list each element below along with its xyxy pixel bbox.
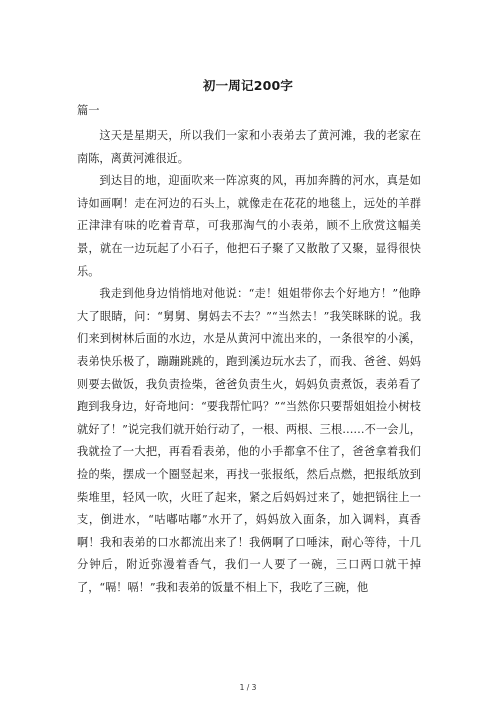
paragraph: 我走到他身边悄悄地对他说：“走！姐姐带你去个好地方！”他睁大了眼睛，问：“舅舅、舅妈去不去？”“当然去！”我笑眯眯的说。我们来到树林后面的水边，水是从黄河中流出来的，一条很窄的小溪，表弟快乐极了，蹦蹦跳跳的，跑到溪边玩水去了，而我、爸爸、妈妈则要去做饭，我负责捡柴，爸爸负责生火，妈妈负责煮饭，表弟看了跑到我身边，好奇地问：“要我帮忙吗？”“当然你只要帮姐姐捡小树枝就好了！”说完我们就开始行动了，一根、两根、三根……不一会儿，我就捡了一大把，再看看表弟，他的小手都拿不住了，爸爸拿着我们捡的柴，摆成一个圈竖起来，再找一张报纸，然后点燃，把报纸放到柴堆里，轻风一吹，火旺了起来，紧之后妈妈过来了，她把锅往上一支，倒进水，“咕嘟咕嘟”水开了，妈妈放入面条，加入调料，真香啊！我和表弟的口水都流出来了！我俩啊了口唾沫，耐心等待，十几分钟后，附近弥漫着香气，我们一人要了一碗，三口两口就干掉了，“嗝！嗝！”我和表弟的饭量不相上下，我吃了三碗，他 <box>77 287 421 594</box>
paragraph: 这天是星期天，所以我们一家和小表弟去了黄河滩，我的老家在南陈，离黄河滩很近。 <box>77 129 421 165</box>
page-indicator: 1 / 3 <box>239 683 257 692</box>
document-body <box>77 125 421 599</box>
section-label: 篇一 <box>77 104 100 117</box>
paragraph: 到达目的地，迎面吹来一阵凉爽的风，再加奔腾的河水，真是如诗如画啊！走在河边的石头上，就像走在花花的地毯上，远处的羊群正津津有味的吃着青草，可我那淘气的小表弟，顾不上欣赏这幅美景，就在一边玩起了小石子，他把石子聚了又散散了又聚，显得很快乐。 <box>77 174 421 278</box>
document-title: 初一周记200字 <box>202 78 294 93</box>
